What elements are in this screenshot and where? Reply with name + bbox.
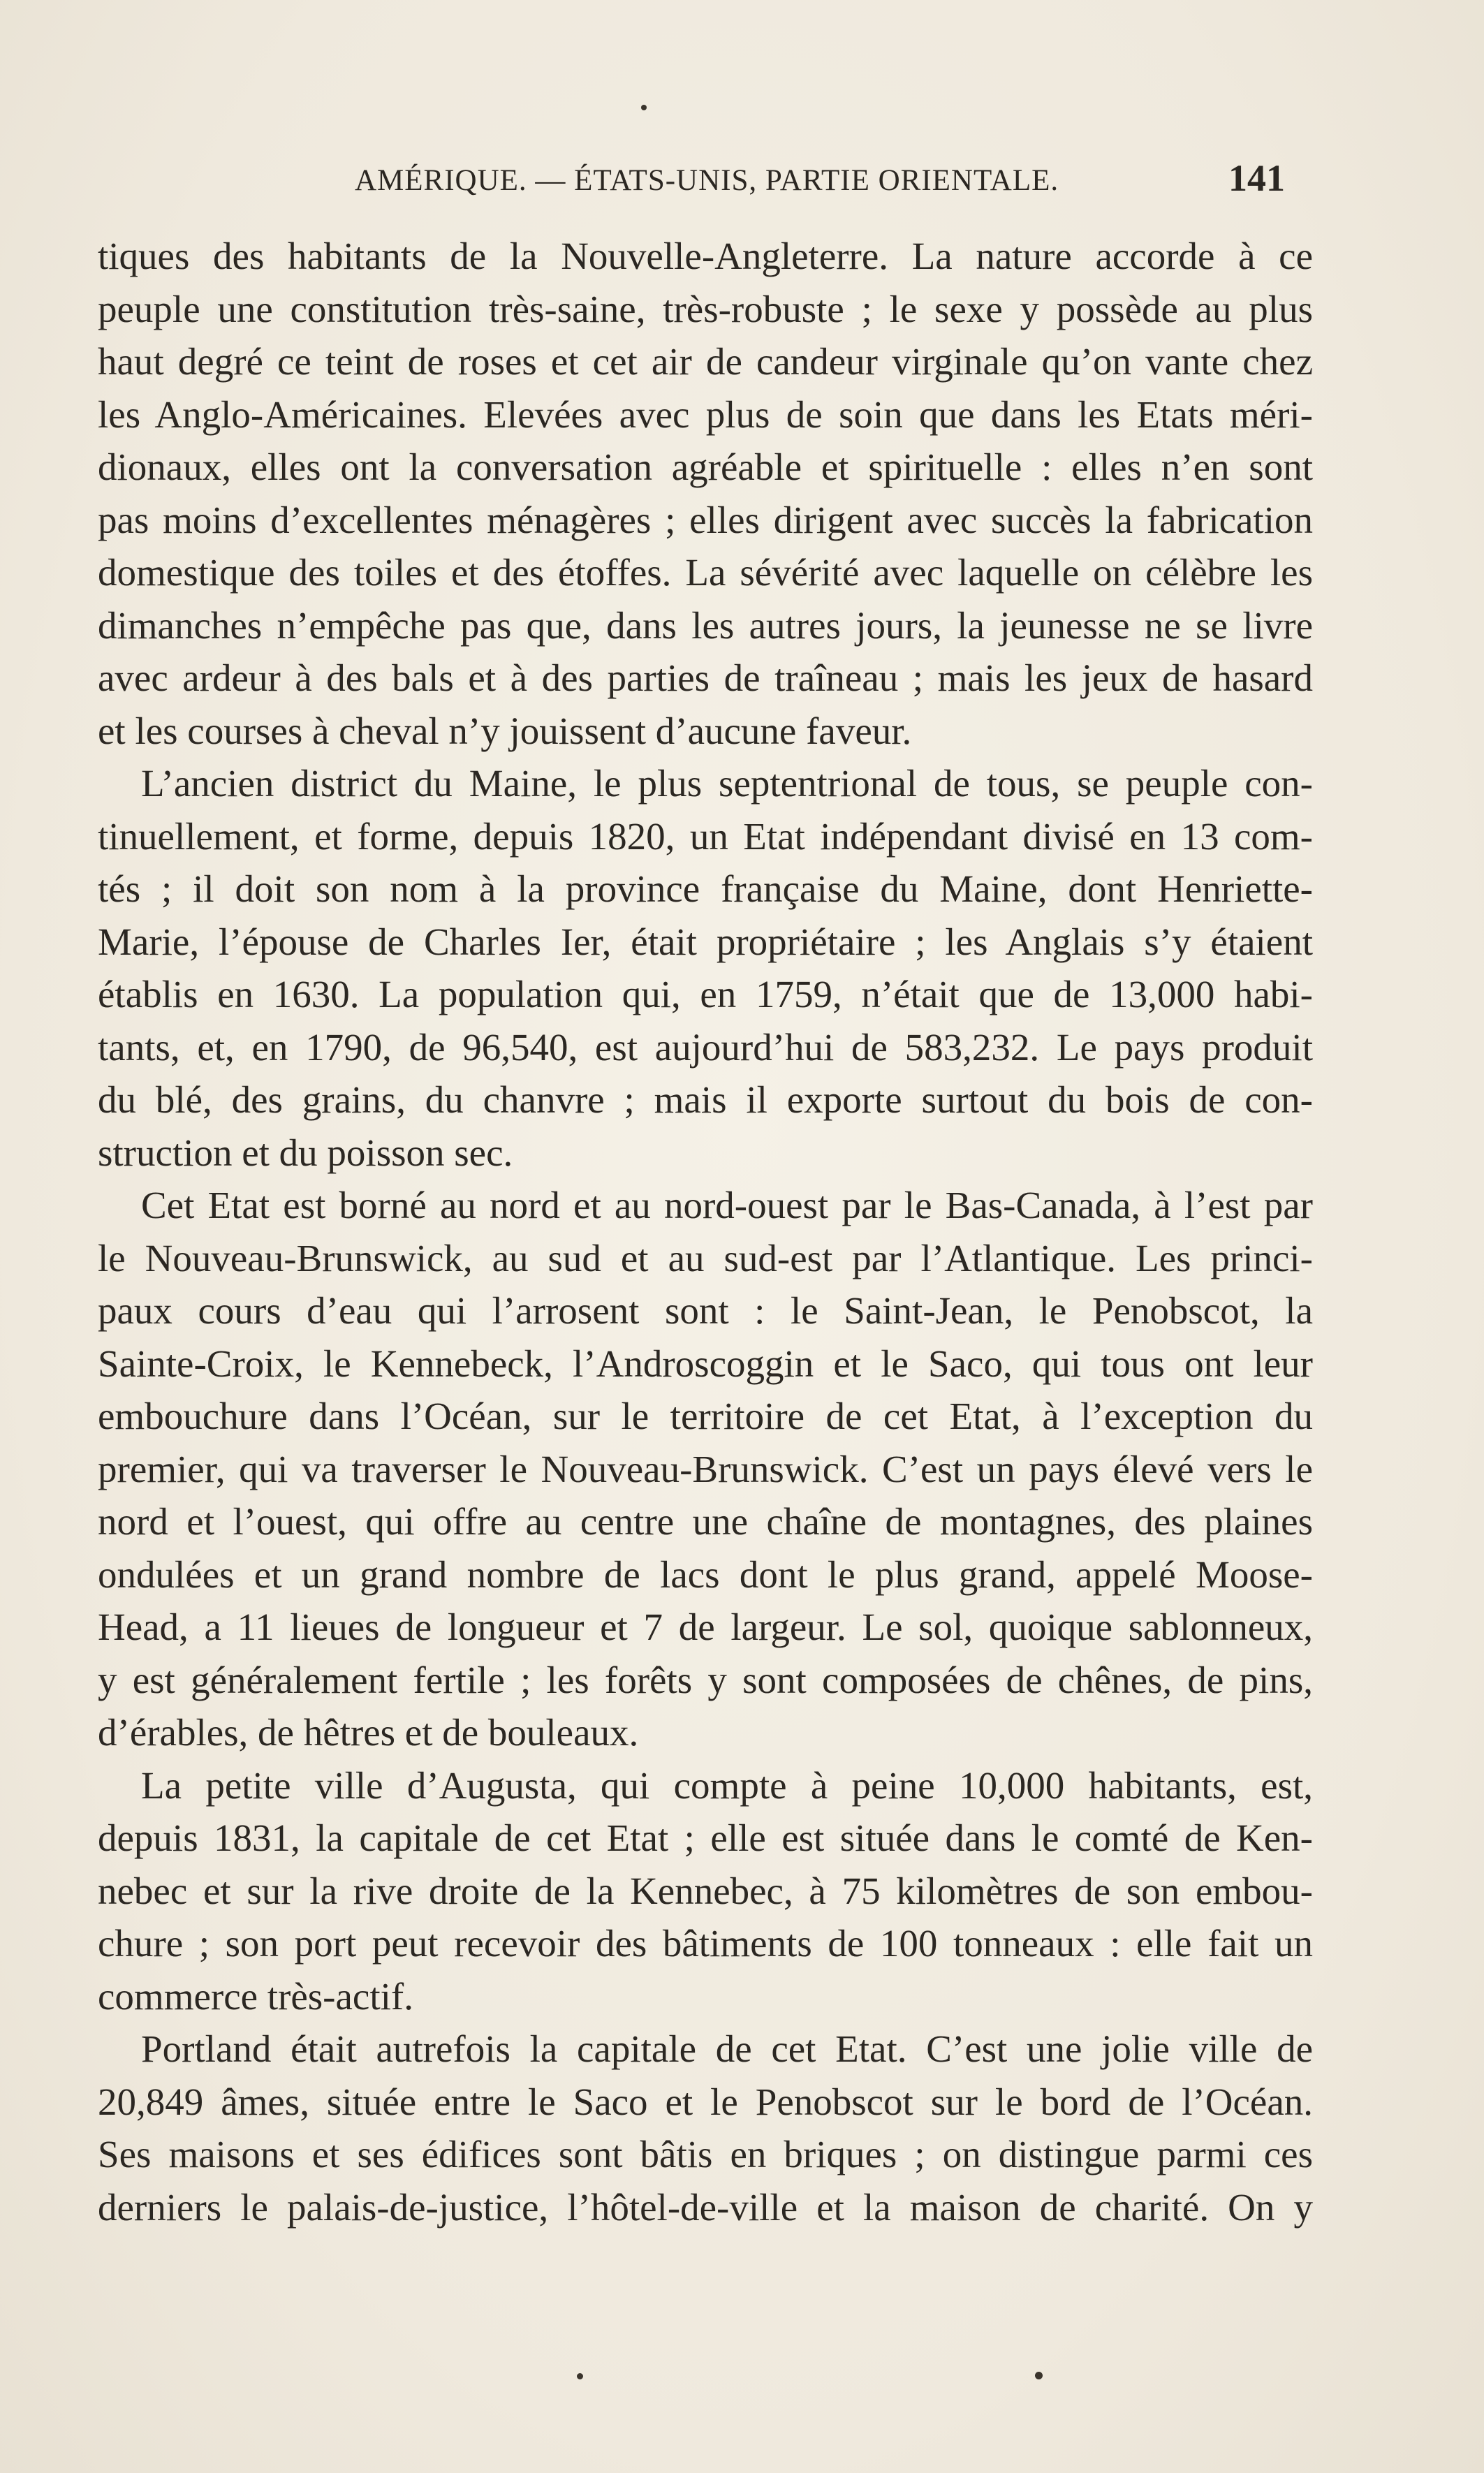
running-head: AMÉRIQUE. — ÉTATS-UNIS, PARTIE ORIENTALE. (355, 164, 1059, 197)
text-line: ondulées et un grand nombre de lacs dont le plus grand, appelé Moose- (98, 1553, 1313, 1596)
text-line: y est généralement fertile ; les forêts y sont composées de chênes, de pins, (98, 1658, 1313, 1701)
text-line: tiques des habitants de la Nouvelle-Angleterre. La nature accorde à ce (98, 235, 1313, 277)
print-speck (577, 2373, 583, 2379)
print-speck (1035, 2372, 1043, 2379)
text-line: tés ; il doit son nom à la province française du Maine, dont Henriette- (98, 867, 1313, 910)
text-line: dimanches n’empêche pas que, dans les autres jours, la jeunesse ne se livre (98, 603, 1313, 647)
text-line: Marie, l’épouse de Charles Ier, était propriétaire ; les Anglais s’y étaient (98, 920, 1313, 963)
text-line: dionaux, elles ont la conversation agréable et spirituelle : elles n’en sont (98, 446, 1313, 488)
body-text (98, 230, 1313, 2233)
text-line: commerce très-actif. (98, 1974, 413, 2018)
text-line: pas moins d’excellentes ménagères ; elles dirigent avec succès la fabrication (98, 498, 1313, 541)
text-line: les Anglo-Américaines. Elevées avec plus de soin que dans les Etats méri- (98, 392, 1313, 436)
paragraph-4 (98, 1759, 1313, 2023)
text-line: depuis 1831, la capitale de cet Etat ; elle est située dans le comté de Ken- (98, 1817, 1313, 1859)
text-line: struction et du poisson sec. (98, 1131, 513, 1174)
text-line: le Nouveau-Brunswick, au sud et au sud-est par l’Atlantique. Les princi- (98, 1236, 1313, 1279)
text-line: L’ancien district du Maine, le plus septentrional de tous, se peuple con- (141, 762, 1313, 805)
text-line: haut degré ce teint de roses et cet air de candeur virginale qu’on vante chez (98, 340, 1313, 383)
text-line: Head, a 11 lieues de longueur et 7 de largeur. Le sol, quoique sablonneux, (98, 1606, 1313, 1648)
text-line: peuple une constitution très-saine, très-robuste ; le sexe y possède au plus (98, 287, 1313, 330)
page-header (98, 156, 1285, 205)
text-line: 20,849 âmes, située entre le Saco et le Penobscot sur le bord de l’Océan. (98, 2080, 1313, 2123)
paragraph-2 (98, 757, 1313, 1179)
text-line: chure ; son port peut recevoir des bâtiments de 100 tonneaux : elle fait un (98, 1922, 1313, 1965)
text-line: embouchure dans l’Océan, sur le territoire de cet Etat, à l’exception du (98, 1395, 1313, 1437)
text-line: premier, qui va traverser le Nouveau-Brunswick. C’est un pays élevé vers le (98, 1447, 1313, 1490)
text-line: nord et l’ouest, qui offre au centre une chaîne de montagnes, des plaines (98, 1500, 1313, 1543)
text-line: tinuellement, et forme, depuis 1820, un Etat indépendant divisé en 13 com- (98, 814, 1313, 858)
paragraph-3 (98, 1179, 1313, 1759)
text-line: établis en 1630. La population qui, en 1759, n’était que de 13,000 habi- (98, 973, 1313, 1015)
text-line: d’érables, de hêtres et de bouleaux. (98, 1711, 639, 1754)
text-line: Cet Etat est borné au nord et au nord-ouest par le Bas-Canada, à l’est par (141, 1184, 1313, 1226)
page-number: 141 (1228, 157, 1285, 199)
text-line: domestique des toiles et des étoffes. La sévérité avec laquelle on célèbre les (98, 551, 1313, 594)
text-line: du blé, des grains, du chanvre ; mais il exporte surtout du bois de con- (98, 1078, 1313, 1121)
paragraph-1 (98, 230, 1313, 757)
text-line: avec ardeur à des bals et à des parties de traîneau ; mais les jeux de hasard (98, 656, 1313, 699)
paragraph-5 (98, 2023, 1313, 2233)
text-line: nebec et sur la rive droite de la Kennebec, à 75 kilomètres de son embou- (98, 1869, 1313, 1912)
text-line: Sainte-Croix, le Kennebeck, l’Androscoggin et le Saco, qui tous ont leur (98, 1342, 1313, 1385)
text-line: paux cours d’eau qui l’arrosent sont : le Saint-Jean, le Penobscot, la (98, 1289, 1313, 1332)
text-line: derniers le palais-de-justice, l’hôtel-de-ville et la maison de charité. On y (98, 2185, 1313, 2229)
text-line: Ses maisons et ses édifices sont bâtis en briques ; on distingue parmi ces (98, 2133, 1313, 2175)
print-speck (641, 105, 647, 110)
text-line: tants, et, en 1790, de 96,540, est aujourd’hui de 583,232. Le pays produit (98, 1025, 1313, 1069)
text-line: et les courses à cheval n’y jouissent d’aucune faveur. (98, 709, 912, 752)
text-line: Portland était autrefois la capitale de cet Etat. C’est une jolie ville de (141, 2027, 1313, 2070)
text-line: La petite ville d’Augusta, qui compte à peine 10,000 habitants, est, (141, 1763, 1313, 1807)
